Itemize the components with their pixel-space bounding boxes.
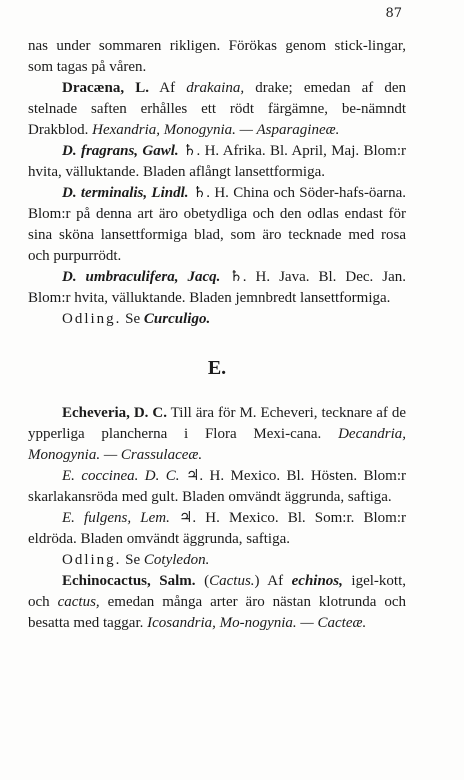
paragraph bbox=[28, 550, 406, 571]
section-letter bbox=[28, 358, 406, 379]
text-run: Icosandria, Mo-nogynia. — Cacteæ. bbox=[147, 615, 367, 631]
paragraph bbox=[28, 141, 406, 183]
text-run: echinos, bbox=[291, 573, 343, 589]
paragraph bbox=[28, 78, 406, 141]
text-run: ) Af bbox=[254, 573, 292, 589]
paragraph bbox=[28, 267, 406, 309]
text-run: ♃. H. Mexico. Bl. Som:r. Blom:r eldröda. Bladen omvändt äggrunda, saftiga. bbox=[28, 510, 406, 547]
text-run: cactus, bbox=[57, 594, 100, 610]
paragraph bbox=[28, 36, 406, 78]
text-run: ♄. H. Afrika. Bl. April, Maj. Blom:r hvita, välluktande. Bladen aflångt lansettformiga. bbox=[28, 143, 406, 180]
text-run: Cotyledon. bbox=[143, 552, 210, 568]
text-run: ( bbox=[195, 573, 210, 589]
text-run: D. terminalis, Lindl. bbox=[62, 185, 189, 201]
text-run: Till ära för M. Echeveri, tecknare af de ypperliga plancherna i Flora Mexi-cana. bbox=[28, 405, 406, 442]
page-text bbox=[28, 36, 406, 634]
paragraph bbox=[28, 571, 406, 634]
text-run: Echeveria, D. C. bbox=[62, 405, 167, 421]
text-run: E. coccinea. D. C. bbox=[62, 468, 180, 484]
text-run: D. fragrans, Gawl. bbox=[62, 143, 179, 159]
text-run: Af bbox=[148, 80, 187, 96]
text-run: Odling. bbox=[62, 552, 122, 568]
text-run: Echinocactus, Salm. bbox=[62, 573, 196, 589]
text-run: Hexandria, Monogynia. — Asparagineæ. bbox=[92, 122, 340, 138]
text-run: ♃. H. Mexico. Bl. Hösten. Blom:r skarlakansröda med gult. Bladen omvändt äggrunda, saftiga. bbox=[28, 468, 406, 505]
text-run: Decandria, Monogynia. — Crassulaceæ. bbox=[28, 426, 406, 463]
text-run: Se bbox=[121, 311, 144, 327]
text-run: Se bbox=[121, 552, 144, 568]
text-run: drakaina, bbox=[186, 80, 245, 96]
paragraph bbox=[28, 309, 406, 330]
text-run: E. fulgens, Lem. bbox=[62, 510, 170, 526]
text-run: Curculigo. bbox=[143, 311, 211, 327]
text-run: D. umbraculifera, Jacq. bbox=[62, 269, 221, 285]
paragraph bbox=[28, 466, 406, 508]
text-run: ♄. H. Java. Bl. Dec. Jan. Blom:r hvita, välluktande. Bladen jemnbredt lansettformiga. bbox=[28, 269, 406, 306]
text-run: Cactus. bbox=[209, 573, 255, 589]
text-run: Odling. bbox=[62, 311, 122, 327]
text-run: Dracæna, L. bbox=[62, 80, 149, 96]
text-run: emedan många arter äro nästan klotrunda och besatta med taggar. bbox=[28, 594, 406, 631]
page-number: 87 bbox=[385, 6, 402, 21]
paragraph bbox=[28, 403, 406, 466]
text-run: igel-kott, och bbox=[28, 573, 407, 610]
text-run: E. bbox=[207, 357, 227, 379]
paragraph bbox=[28, 183, 406, 267]
text-run: nas under sommaren rikligen. Förökas genom stick-lingar, som tagas på våren. bbox=[28, 38, 406, 75]
text-run: ♄. H. China och Söder-hafs-öarna. Blom:r på denna art äro obetydliga och den odlas endast för sina sköna lansettformiga blad, som äro tecknade med rosa och purpurrödt. bbox=[28, 185, 406, 264]
text-run: drake; emedan af den stelnade saften erhålles ett rödt färgämne, be-nämndt Drakblod. bbox=[28, 80, 407, 138]
paragraph bbox=[28, 508, 406, 550]
